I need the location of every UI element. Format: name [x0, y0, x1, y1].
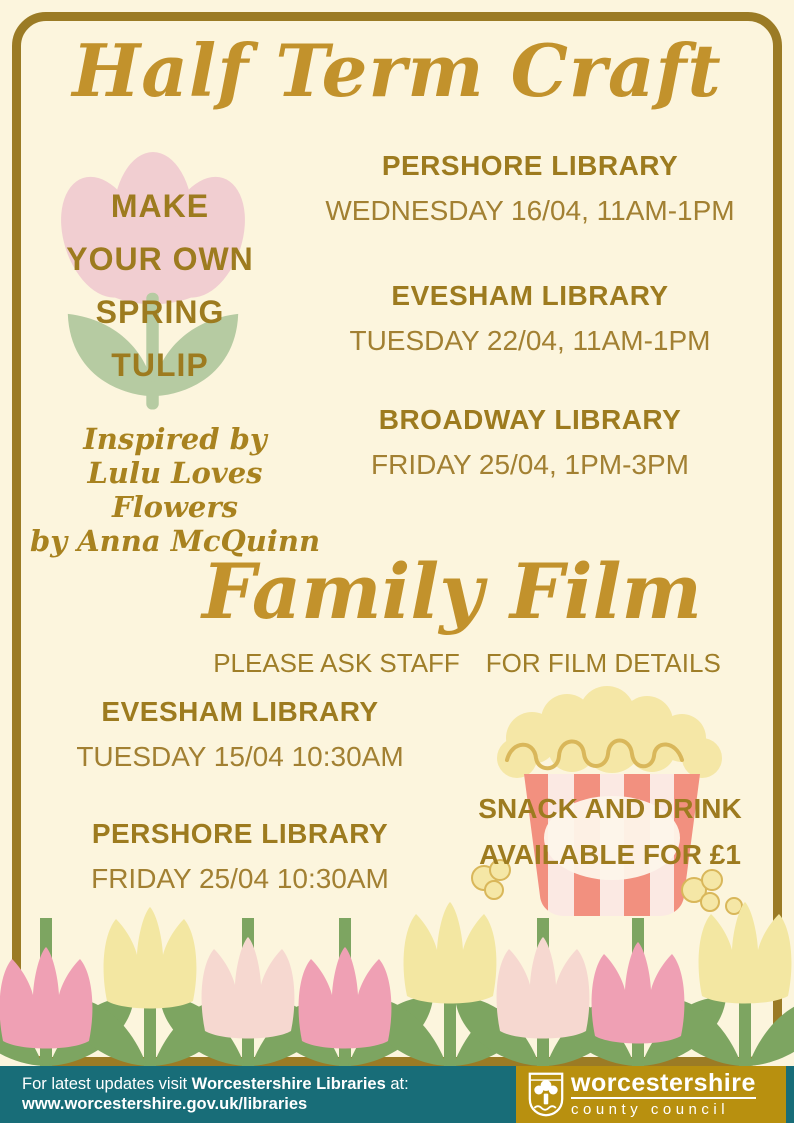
- tulip-row-illustration: [0, 890, 794, 1073]
- craft-heading-line: SPRING: [95, 294, 225, 330]
- film-note: [140, 648, 794, 679]
- event-datetime: FRIDAY 25/04 10:30AM: [91, 863, 389, 894]
- inspiration-line: Lulu Loves Flowers: [87, 456, 263, 524]
- snack-note: [450, 786, 770, 878]
- craft-event: [320, 280, 740, 357]
- council-logo-text: [571, 1071, 756, 1118]
- craft-heading-line: YOUR OWN: [66, 241, 254, 277]
- footer-line1: For latest updates visit Worcestershire Libraries at:: [22, 1075, 409, 1093]
- craft-heading: [8, 180, 312, 392]
- craft-heading-line: MAKE: [110, 188, 210, 224]
- film-note-left: PLEASE ASK STAFF: [213, 648, 460, 678]
- craft-heading-line: TULIP: [111, 347, 209, 383]
- council-logo: [516, 1066, 786, 1123]
- event-datetime: FRIDAY 25/04, 1PM-3PM: [371, 449, 689, 480]
- event-datetime: WEDNESDAY 16/04, 11AM-1PM: [325, 195, 735, 226]
- library-name: EVESHAM LIBRARY: [391, 280, 669, 311]
- craft-event: [320, 404, 740, 481]
- film-section-title: Family Film: [202, 547, 702, 636]
- film-event: [40, 818, 440, 895]
- council-crest-icon: [528, 1072, 564, 1117]
- inspiration-line: Inspired by: [83, 422, 267, 456]
- footer-libraries-name: Worcestershire Libraries: [191, 1075, 386, 1093]
- film-note-right: FOR FILM DETAILS: [485, 648, 721, 678]
- library-name: EVESHAM LIBRARY: [101, 696, 379, 727]
- footer-url: www.worcestershire.gov.uk/libraries: [22, 1095, 308, 1113]
- tulip-row-icon: [0, 890, 794, 1068]
- footer-update-text: [22, 1074, 409, 1114]
- council-subtitle: county council: [571, 1101, 730, 1118]
- poster-title: Half Term Craft: [72, 28, 722, 113]
- snack-line: AVAILABLE FOR £1: [479, 839, 741, 870]
- snack-line: SNACK AND DRINK: [478, 793, 742, 824]
- inspiration-line: by Anna McQuinn: [29, 524, 321, 558]
- library-name: BROADWAY LIBRARY: [378, 404, 682, 435]
- event-datetime: TUESDAY 22/04, 11AM-1PM: [349, 325, 711, 356]
- library-name: PERSHORE LIBRARY: [91, 818, 389, 849]
- council-name: worcestershire: [571, 1069, 756, 1097]
- inspiration-note: [20, 422, 330, 558]
- film-event: [40, 696, 440, 773]
- footer-bar: [0, 1066, 794, 1123]
- event-datetime: TUESDAY 15/04 10:30AM: [76, 741, 404, 772]
- craft-event: [320, 150, 740, 227]
- library-name: PERSHORE LIBRARY: [381, 150, 679, 181]
